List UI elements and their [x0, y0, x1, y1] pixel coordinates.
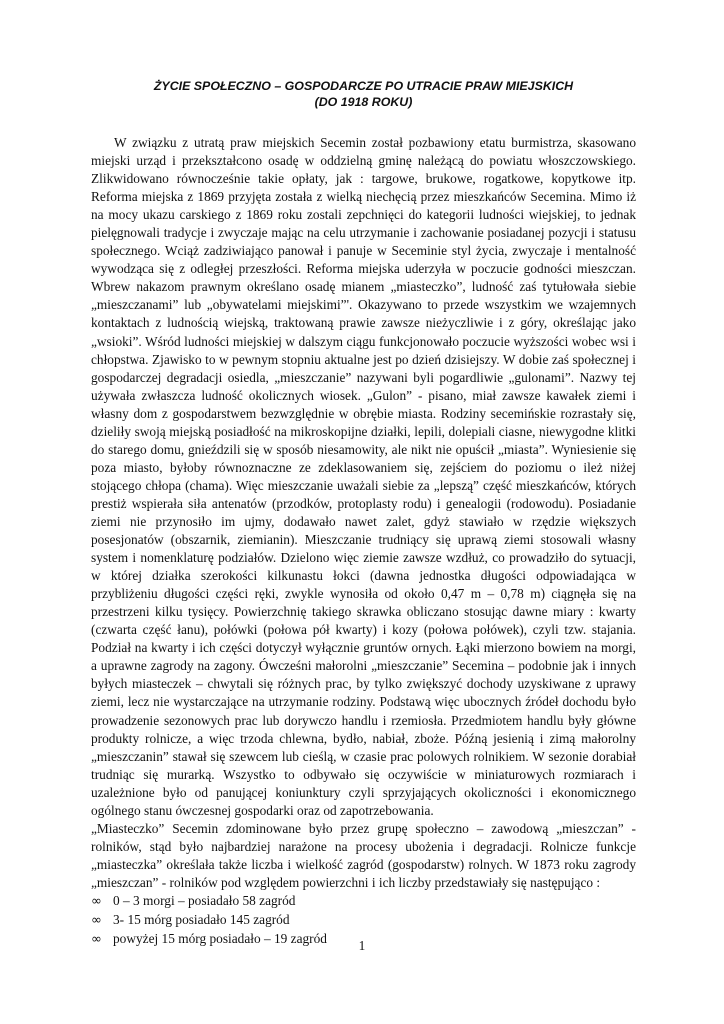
list-item	[91, 911, 636, 930]
list-item	[91, 892, 636, 911]
paragraph-2: „Miasteczko” Secemin zdominowane było przez grupę społeczno – zawodową „mieszczan” - rolników, stąd było najbardziej narażone na procesy ubożenia i degradacji. Rolnicze funkcje „miasteczka” określała także liczba i wielkość zagród (gospodarstw) rolnych. W 1873 roku zagrody „mieszczan” - rolników pod względem powierzchni i ich liczby przedstawiały się następująco :	[91, 820, 636, 890]
list-item-text: 3- 15 mórg posiadało 145 zagród	[113, 912, 290, 928]
list-item-text: powyżej 15 mórg posiadało – 19 zagród	[113, 931, 327, 947]
infinity-bullet-icon: ∞	[91, 932, 102, 948]
infinity-bullet-icon: ∞	[91, 893, 102, 909]
list-item-text: 0 – 3 morgi – posiadało 58 zagród	[113, 892, 296, 908]
infinity-bullet-icon: ∞	[91, 913, 102, 929]
page-title	[91, 78, 636, 110]
title-line-2: (DO 1918 ROKU)	[314, 95, 413, 109]
paragraph-1: W związku z utratą praw miejskich Secemin został pozbawiony etatu burmistrza, skasowano miejski urząd i przekształcono osadę w oddzielną gminę należącą do powiatu włoszczowskiego. Zlikwidowano równocześnie takie opłaty, jak : targowe, brukowe, rogatkowe, kopytkowe itp. Reforma miejska z 1869 przyjęta została z wielką niechęcią przez mieszkańców Secemina. Mimo iż na mocy ukazu carskiego z 1869 roku zostali zepchnięci do kategorii ludności wiejskiej, to jednak pielęgnowali tradycje i zwyczaje mając na celu utrzymanie i zachowanie posiadanej pozycji i statusu społecznego. Wciąż zadziwiająco panował i panuje w Seceminie styl życia, zwyczaje i mentalność wywodząca się z odległej przeszłości. Reforma miejska uderzyła w poczucie godności mieszczan. Wbrew nakazom prawnym określano osadę mianem „miasteczko”, ludność zaś tytułowała siebie „mieszczanami” lub „obywatelami miejskimi”'. Okazywano to przede wszystkim we wzajemnych kontaktach z ludnością wiejską, traktowaną prawie zawsze nieżyczliwie i z góry, określając jako „wsioki”. Wśród ludności miejskiej w dalszym ciągu funkcjonowało poczucie wyższości wobec wsi i chłopstwa. Zjawisko to w pewnym stopniu aktualne jest po dzień dzisiejszy. W dobie zaś społecznej i gospodarczej degradacji osiedla, „mieszczanie” nazywani byli pogardliwie „gulonami”. Nazwy tej używała zwłaszcza ludność okolicznych wiosek. „Gulon” - pisano, miał zawsze kawałek ziemi i własny dom z gospodarstwem bezwzględnie w obrębie miasta. Rodziny secemińskie rozrastały się, dzieliły swoją miejską posiadłość na mikroskopijne działki, lepili, dolepiali ciasne, niewygodne klitki do starego domu, gnieździli się w sposób niesamowity, ale nikt nie opuścił „miasta”. Wyniesienie się poza miasto, byłoby równoznaczne ze zdeklasowaniem się, zejściem do poziomu o ileż niżej stojącego chłopa (chama). Więc mieszczanie uważali siebie za „lepszą” część mieszkańców, których prestiż wspierała siła antenatów (przodków, protoplasty rodu) i genealogii (rodowodu). Posiadanie ziemi nie przynosiło im ujmy, dodawało nawet zalet, gdyż stawiało w rzędzie większych posesjonatów (obszarnik, ziemianin). Mieszczanie trudniący się uprawą ziemi stosowali własny system i nomenklaturę podziałów. Dzielono więc ziemie zawsze wzdłuż, co prowadziło do sytuacji, w której działka szerokości kilkunastu łokci (dawna jednostka długości odpowiadająca w przybliżeniu długości części ręki, zwykle wynosiła od około 0,47 m – 0,78 m) ciągnęła się na przestrzeni kilku tysięcy. Powierzchnię takiego skrawka obliczano stosując dawne miary : kwarty (czwarta część łanu), połówki (połowa pół kwarty) i kozy (połowa połówek), czyli tzw. stajania. Podział na kwarty i ich części dotyczył wyłącznie gruntów ornych. Łąki mierzono bowiem na morgi, a uprawne zagrody na zagony. Ówcześni małorolni „mieszczanie” Secemina – podobnie jak i innych byłych miasteczek – chwytali się różnych prac, by tylko zwiększyć dochody uzyskiwane z uprawy ziemi, lecz nie wystarczające na utrzymanie rodziny. Podstawą więc ubocznych źródeł dochodu było prowadzenie sezonowych prac lub dorywczo handlu i rzemiosła. Przedmiotem handlu były główne produkty rolnicze, a więc trzoda chlewna, bydło, nabiał, zboże. Późną jesienią i zimą małorolny „mieszczanin” stawał się szewcem lub cieślą, w czasie prac polowych rolnikiem. W sezonie dorabiał trudniąc się murarką. Wszystko to odbywało się oczywiście w miniaturowych rozmiarach i uzależnione było od panującej koniunktury czyli sprzyjających okoliczności i ekonomicznego ogólnego stanu ówczesnej gospodarki oraz od zapotrzebowania.	[91, 135, 636, 818]
document-page	[91, 78, 636, 949]
title-line-1: ŻYCIE SPOŁECZNO – GOSPODARCZE PO UTRACIE PRAW MIEJSKICH	[153, 79, 574, 93]
page-number: 1	[358, 938, 366, 953]
